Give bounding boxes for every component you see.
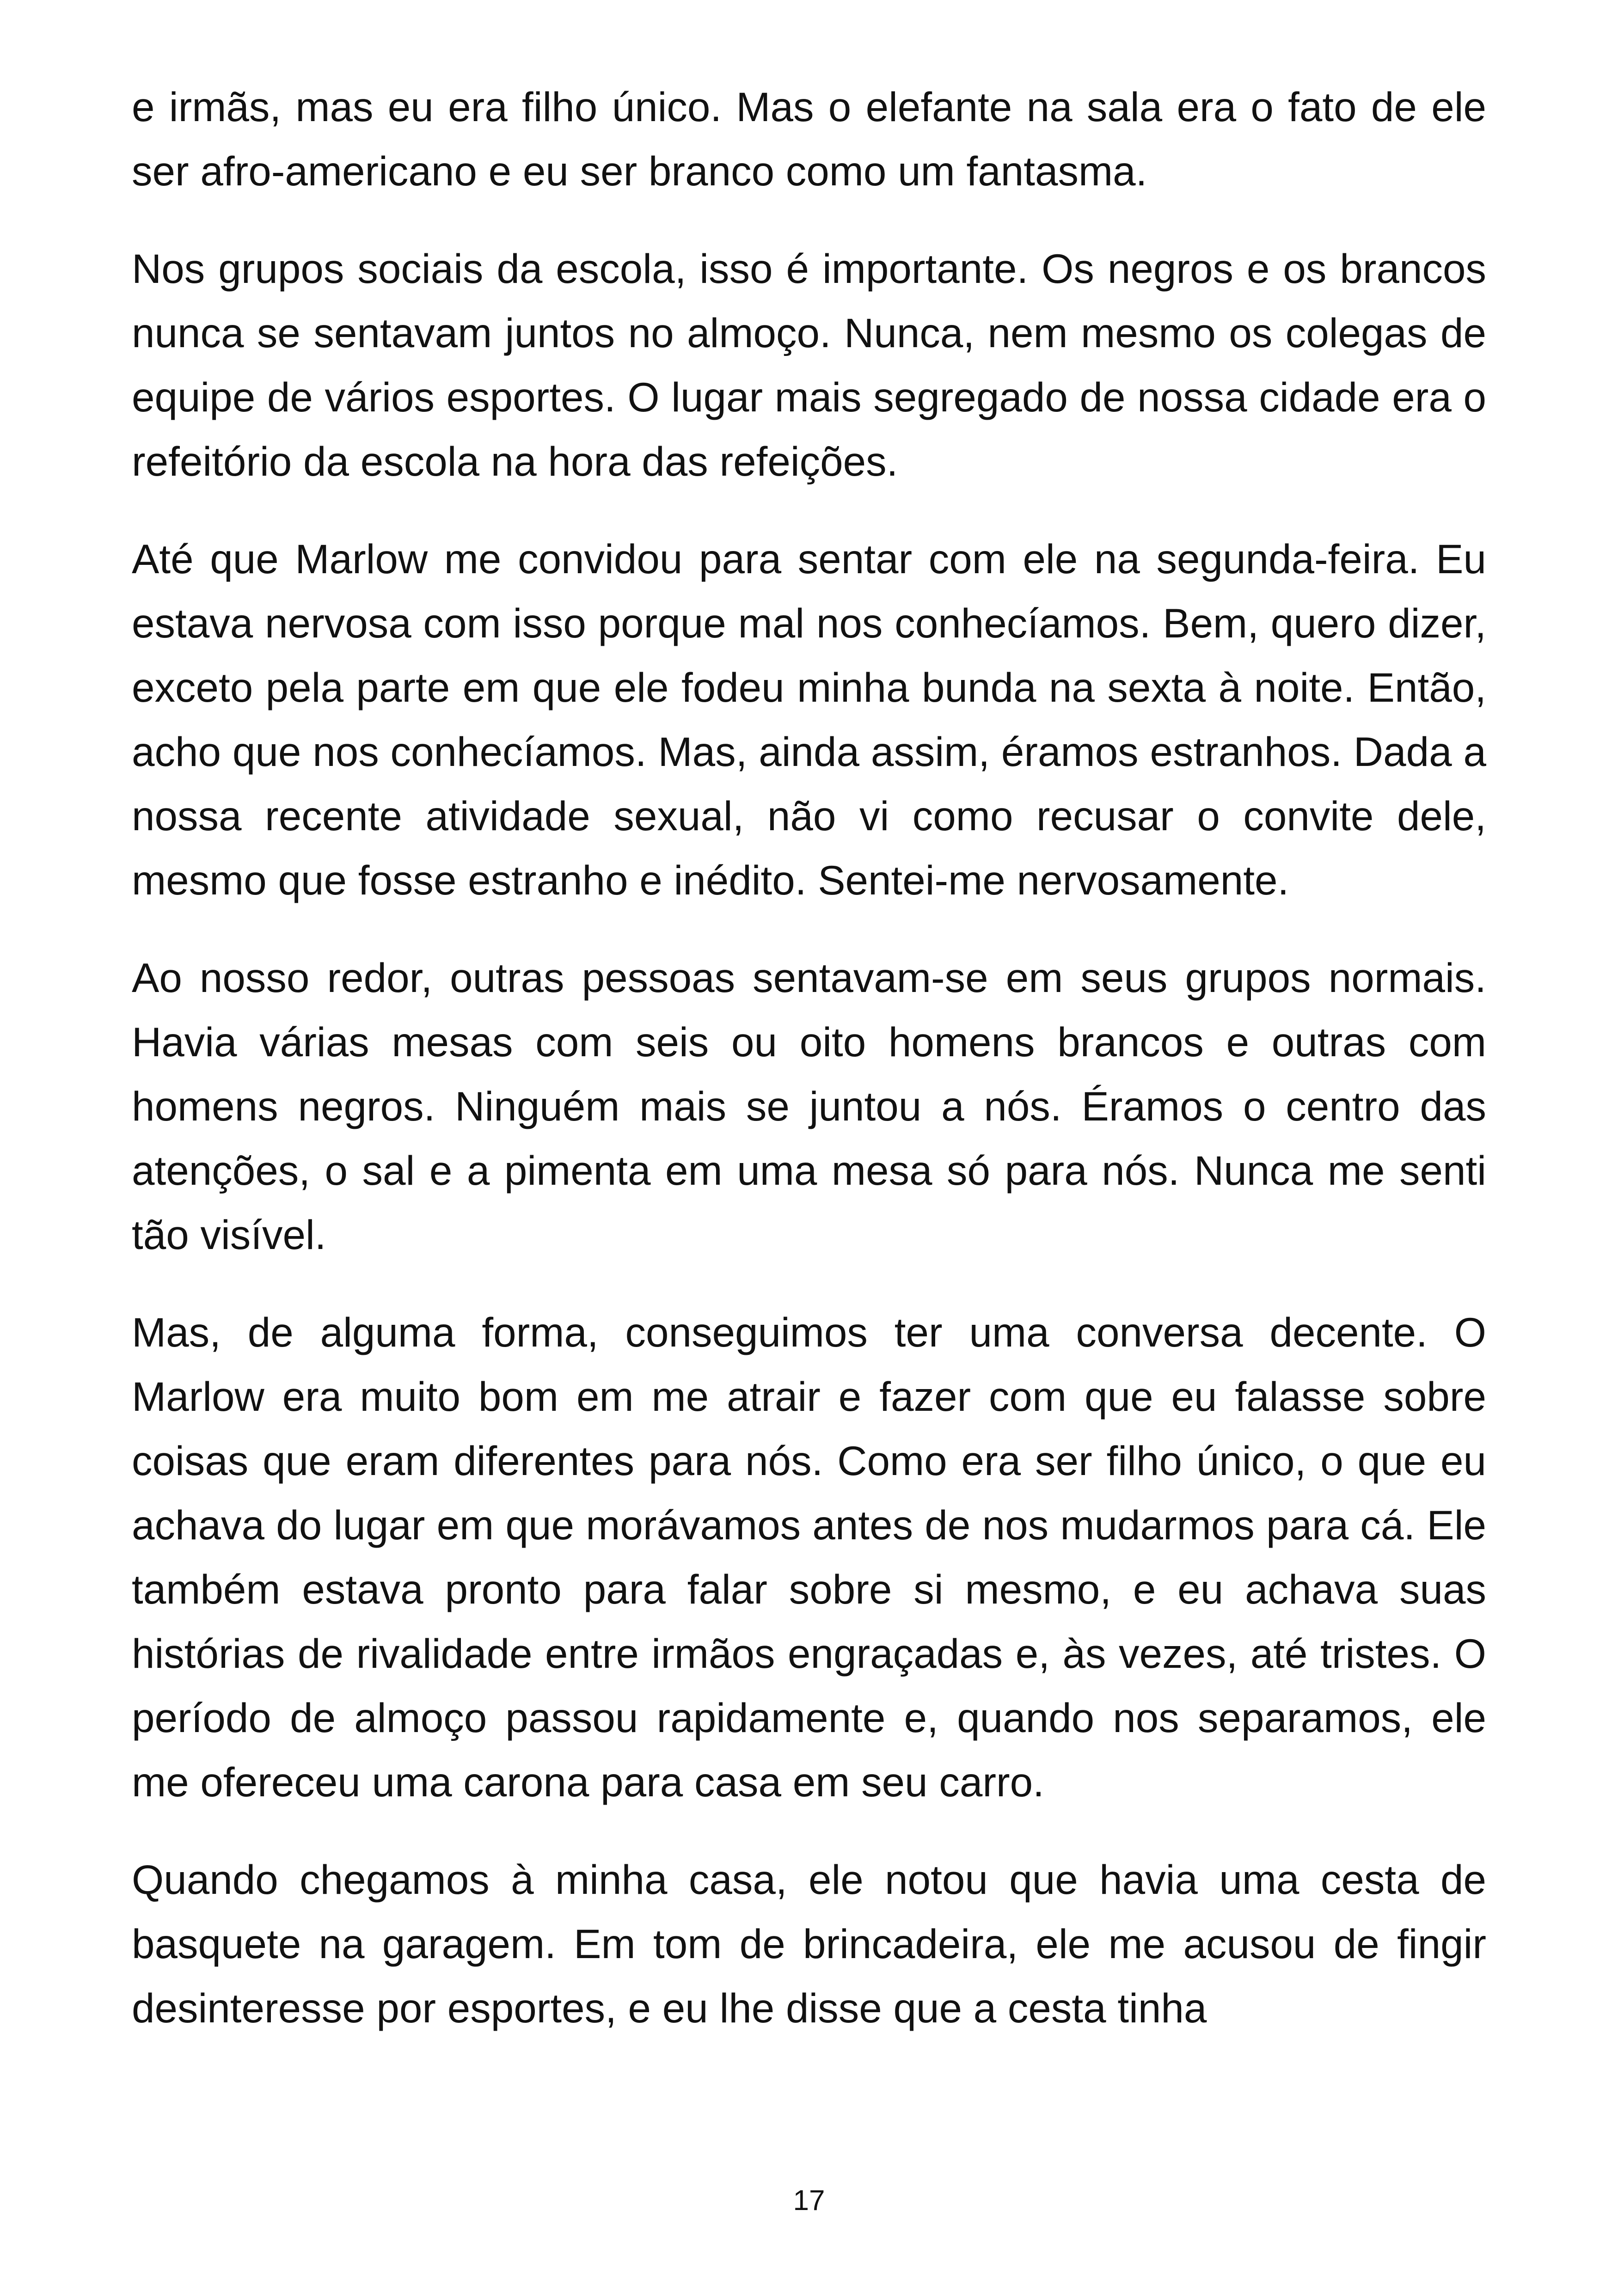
- page-number: 17: [793, 2185, 825, 2216]
- paragraph: Quando chegamos à minha casa, ele notou que havia uma cesta de basquete na garagem. Em tom de brincadeira, ele me acusou de fingir desinteresse por esportes, e eu lhe disse que a cesta tinha: [132, 1856, 1486, 2031]
- paragraph: Nos grupos sociais da escola, isso é importante. Os negros e os brancos nunca se sentavam juntos no almoço. Nunca, nem mesmo os colegas de equipe de vários esportes. O lugar mais segregado de nossa cidade era o refeitório da escola na hora das refeições.: [132, 245, 1486, 484]
- paragraph: Até que Marlow me convidou para sentar com ele na segunda-feira. Eu estava nervosa com isso porque mal nos conhecíamos. Bem, quero dizer, exceto pela parte em que ele fodeu minha bunda na sexta à noite. Então, acho que nos conhecíamos. Mas, ainda assim, éramos estranhos. Dada a nossa recente atividade sexual, não vi como recusar o convite dele, mesmo que fosse estranho e inédito. Sentei-me nervosamente.: [132, 536, 1486, 903]
- paragraph: Mas, de alguma forma, conseguimos ter uma conversa decente. O Marlow era muito bom em me atrair e fazer com que eu falasse sobre coisas que eram diferentes para nós. Como era ser filho único, o que eu achava do lugar em que morávamos antes de nos mudarmos para cá. Ele também estava pronto para falar sobre si mesmo, e eu achava suas histórias de rivalidade entre irmãos engraçadas e, às vezes, até tristes. O período de almoço passou rapidamente e, quando nos separamos, ele me ofereceu uma carona para casa em seu carro.: [132, 1309, 1486, 1805]
- paragraph: Ao nosso redor, outras pessoas sentavam-se em seus grupos normais. Havia várias mesas com seis ou oito homens brancos e outras com homens negros. Ninguém mais se juntou a nós. Éramos o centro das atenções, o sal e a pimenta em uma mesa só para nós. Nunca me senti tão visível.: [132, 955, 1486, 1258]
- body-text: [132, 75, 1486, 2074]
- paragraph: e irmãs, mas eu era filho único. Mas o elefante na sala era o fato de ele ser afro-americano e eu ser branco como um fantasma.: [132, 84, 1486, 194]
